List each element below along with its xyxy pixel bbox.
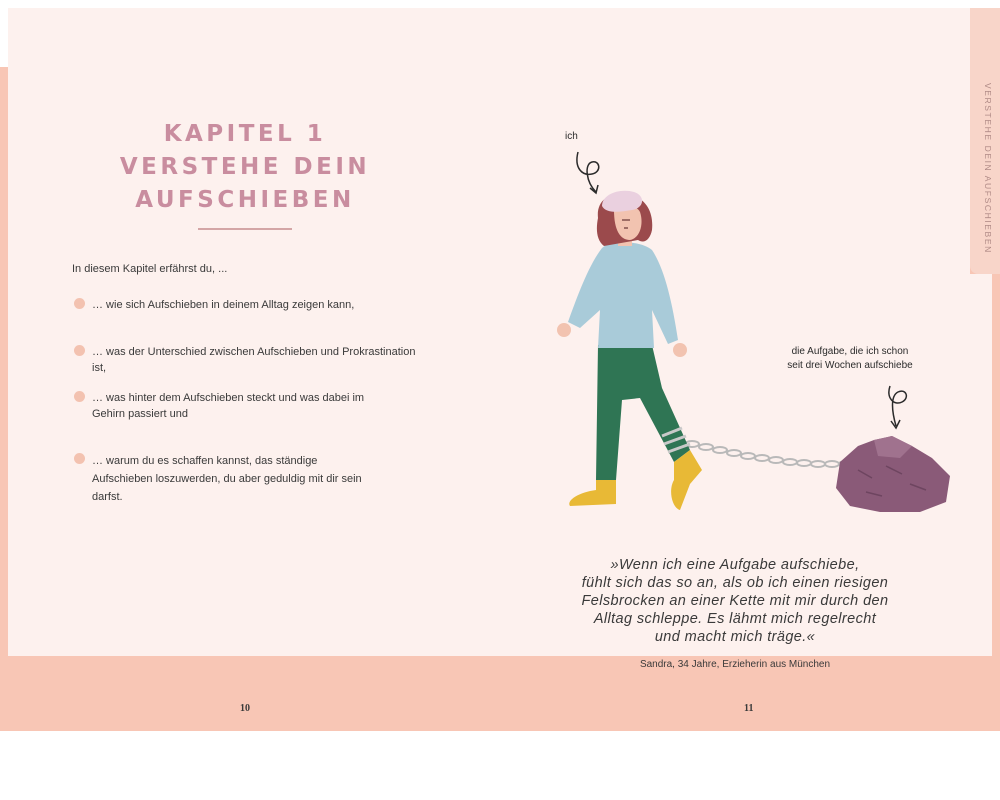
quote-line: fühlt sich das so an, als ob ich einen riesigen — [581, 575, 889, 591]
chapter-title — [100, 118, 390, 217]
page-number-left: 10 — [240, 703, 250, 714]
procrastination-illustration — [540, 140, 960, 520]
label-task — [760, 345, 940, 373]
page-edge — [970, 274, 992, 656]
testimonial-quote — [560, 556, 910, 646]
woman-figure — [557, 191, 702, 510]
list-item-text: … was der Unterschied zwischen Aufschieben und Prokrastination ist, — [92, 346, 416, 374]
quote-line: und macht mich träge.« — [654, 629, 816, 645]
chain-icon — [685, 441, 853, 467]
label-task-line: die Aufgabe, die ich schon — [791, 346, 909, 357]
label-task-line: seit drei Wochen aufschiebe — [787, 360, 913, 371]
list-item-text: … wie sich Aufschieben in deinem Alltag zeigen kann, — [92, 299, 355, 311]
chapter-title-line: VERSTEHE DEIN — [119, 154, 371, 180]
page-number-right: 11 — [744, 703, 754, 714]
rock-icon — [836, 436, 950, 512]
curly-arrow-icon — [577, 152, 599, 192]
quote-line: Felsbrocken an einer Kette mit mir durch den — [581, 593, 889, 609]
list-item-text: … warum du es schaffen kannst, das ständige Aufschieben loszuwerden, du aber geduldig mit dir sein darfst. — [92, 455, 362, 503]
bullet-dot-icon — [74, 453, 85, 464]
chapter-title-line: KAPITEL 1 — [163, 121, 327, 147]
quote-line: »Wenn ich eine Aufgabe aufschiebe, — [610, 557, 860, 573]
title-divider — [198, 228, 292, 230]
bullet-dot-icon — [74, 298, 85, 309]
chapter-tab-label: VERSTEHE DEIN AUFSCHIEBEN — [983, 83, 993, 254]
chapter-title-line: AUFSCHIEBEN — [135, 187, 355, 213]
chapter-intro: In diesem Kapitel erfährst du, ... — [72, 263, 228, 275]
left-page — [8, 8, 502, 656]
bullet-dot-icon — [74, 345, 85, 356]
label-me: ich — [565, 131, 578, 142]
bullet-dot-icon — [74, 391, 85, 402]
quote-line: Alltag schleppe. Es lähmt mich regelrecht — [593, 611, 877, 627]
quote-attribution: Sandra, 34 Jahre, Erzieherin aus München — [639, 659, 831, 670]
list-item-text: … was hinter dem Aufschieben steckt und was dabei im Gehirn passiert und — [92, 392, 365, 420]
curly-arrow-icon — [889, 386, 906, 426]
